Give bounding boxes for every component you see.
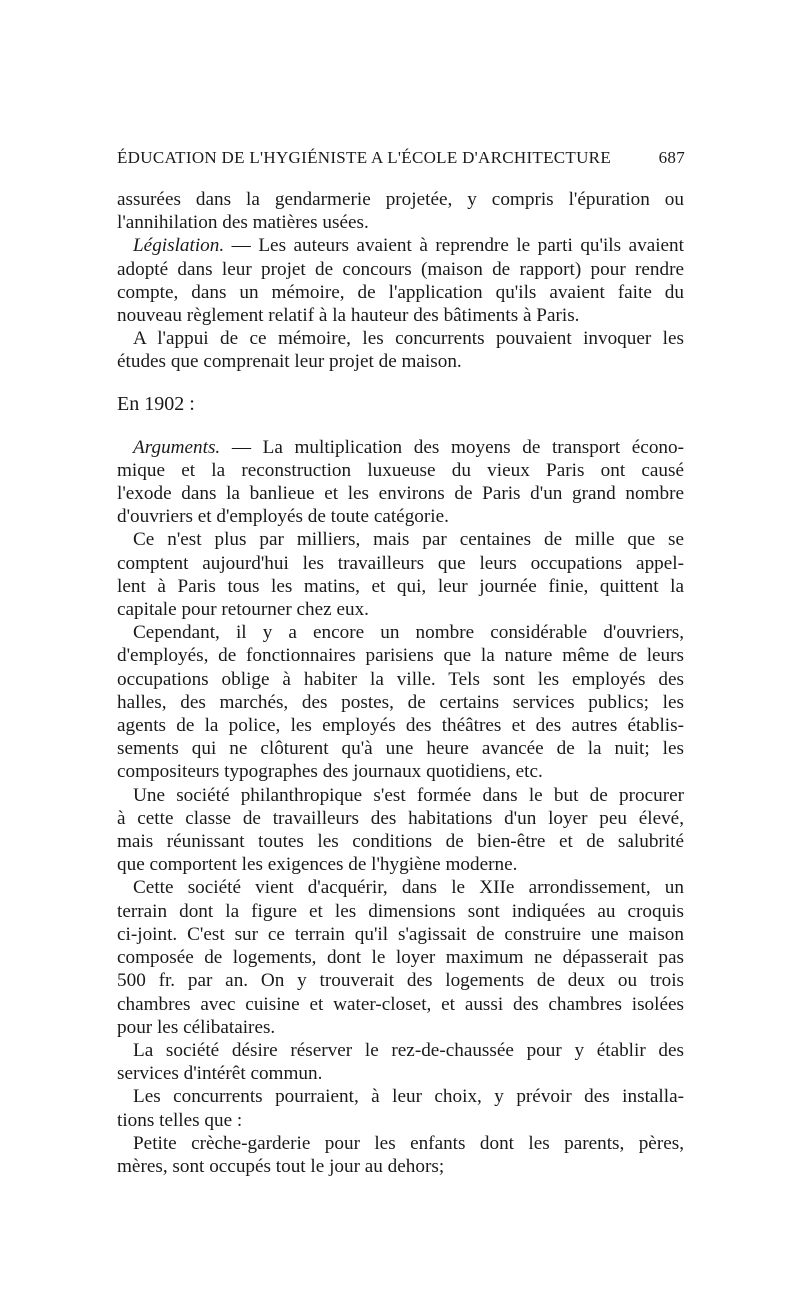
section-heading: En 1902 :	[117, 392, 195, 415]
text-line: à cette classe de travailleurs des habitations d'un loyer peu élevé,	[117, 807, 684, 829]
text-line: A l'appui de ce mémoire, les concurrents pouvaient invoquer les	[133, 328, 684, 350]
text-line: Ce n'est plus par milliers, mais par centaines de mille que se	[133, 529, 684, 551]
text-fragment: — La multiplication des moyens de transport écono-	[220, 436, 684, 458]
text-line: comptent aujourd'hui les travailleurs que leurs occupations appel-	[117, 552, 684, 574]
text-line: compositeurs typographes des journaux quotidiens, etc.	[117, 761, 543, 783]
text-line: que comportent les exigences de l'hygiène moderne.	[117, 854, 518, 876]
text-line: Une société philanthropique s'est formée dans le but de procurer	[133, 784, 684, 806]
text-line: chambres avec cuisine et water-closet, et aussi des chambres isolées	[117, 993, 684, 1015]
text-line: mères, sont occupés tout le jour au dehors;	[117, 1155, 445, 1177]
text-fragment: — Les auteurs avaient à reprendre le parti qu'ils avaient	[224, 235, 684, 257]
text-line: lent à Paris tous les matins, et qui, leur journée finie, quittent la	[117, 575, 684, 597]
text-line: l'exode dans la banlieue et les environs de Paris d'un grand nombre	[117, 483, 684, 505]
text-line: agents de la police, les employés des théâtres et des autres établis-	[117, 715, 684, 737]
text-line: capitale pour retourner chez eux.	[117, 599, 369, 621]
text-line: nouveau règlement relatif à la hauteur des bâtiments à Paris.	[117, 305, 580, 327]
text-line: composée de logements, dont le loyer maximum ne dépasserait pas	[117, 947, 684, 969]
text-line: adopté dans leur projet de concours (maison de rapport) pour rendre	[117, 258, 684, 280]
text-line: mique et la reconstruction luxueuse du vieux Paris ont causé	[117, 459, 684, 481]
text-line: sements qui ne clôturent qu'à une heure avancée de la nuit; les	[117, 738, 684, 760]
text-line: services d'intérêt commun.	[117, 1063, 323, 1085]
page-header	[117, 148, 685, 168]
text-line: études que comprenait leur projet de maison.	[117, 351, 462, 373]
text-line: l'annihilation des matières usées.	[117, 212, 369, 234]
label-legislation: Législation.	[133, 235, 225, 257]
text-line: pour les célibataires.	[117, 1016, 276, 1038]
body-text	[117, 188, 684, 1178]
text-line: d'ouvriers et d'employés de toute catégorie.	[117, 506, 449, 528]
text-line: La société désire réserver le rez-de-chaussée pour y établir des	[133, 1039, 684, 1061]
text-line: d'employés, de fonctionnaires parisiens que la nature même de leurs	[117, 645, 684, 667]
text-line: mais réunissant toutes les conditions de bien-être et de salubrité	[117, 831, 684, 853]
text-line: Cette société vient d'acquérir, dans le XIIe arrondissement, un	[133, 877, 684, 899]
text-line: ci-joint. C'est sur ce terrain qu'il s'agissait de construire une maison	[117, 923, 684, 945]
running-title: ÉDUCATION DE L'HYGIÉNISTE A L'ÉCOLE D'ARCHITECTURE	[117, 148, 612, 167]
text-line: 500 fr. par an. On y trouverait des logements de deux ou trois	[117, 970, 684, 992]
text-line: Les concurrents pourraient, à leur choix, y prévoir des installa-	[133, 1086, 684, 1108]
text-line: halles, des marchés, des postes, de certains services publics; les	[117, 691, 684, 713]
text-line: Petite crèche-garderie pour les enfants dont les parents, pères,	[133, 1132, 684, 1154]
text-line	[117, 234, 684, 257]
text-line: Cependant, il y a encore un nombre considérable d'ouvriers,	[133, 622, 684, 644]
page-number: 687	[658, 148, 685, 167]
text-line: terrain dont la figure et les dimensions sont indiquées au croquis	[117, 900, 684, 922]
label-arguments: Arguments.	[133, 436, 221, 458]
text-line: compte, dans un mémoire, de l'application qu'ils avaient faite du	[117, 281, 684, 303]
text-line: occupations oblige à habiter la ville. Tels sont les employés des	[117, 668, 684, 690]
text-line: assurées dans la gendarmerie projetée, y compris l'épuration ou	[117, 189, 684, 210]
text-line: tions telles que :	[117, 1109, 243, 1131]
text-line	[117, 436, 684, 459]
